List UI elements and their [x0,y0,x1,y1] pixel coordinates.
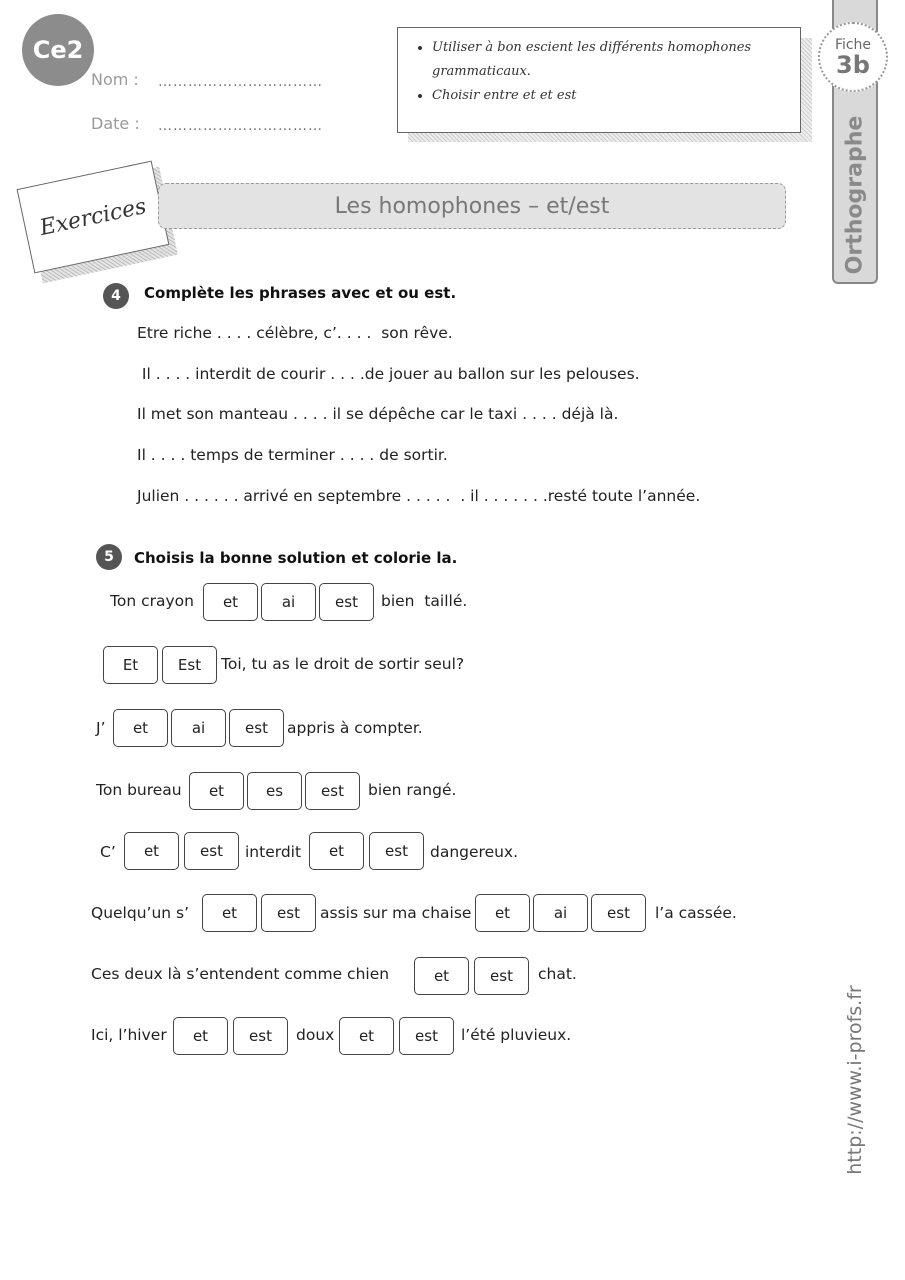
choice-box[interactable]: est [319,583,374,621]
choice-box[interactable]: et [475,894,530,932]
choice-box[interactable]: est [261,894,316,932]
choice-box[interactable]: es [247,772,302,810]
choice-box[interactable]: ai [261,583,316,621]
sentence-text: l’a cassée. [655,904,737,922]
sentence-text: Ton bureau [96,781,182,799]
choice-box[interactable]: ai [533,894,588,932]
choice-box[interactable]: est [399,1017,454,1055]
level-badge: Ce2 [22,14,94,86]
sentence-text: assis sur ma chaise [320,904,472,922]
choice-box[interactable]: est [369,832,424,870]
sentence-text: Toi, tu as le droit de sortir seul? [221,655,465,673]
choice-box[interactable]: et [339,1017,394,1055]
choice-box[interactable]: et [309,832,364,870]
choice-box[interactable]: est [233,1017,288,1055]
choice-box[interactable]: est [474,957,529,995]
objective-item: • Utiliser à bon escient les différents homophones grammaticaux. [432,36,800,84]
exercise-sentence: Il . . . . interdit de courir . . . .de jouer au ballon sur les pelouses. [137,365,640,383]
objectives-box [397,27,801,133]
nom-field[interactable]: …………………………… [158,74,323,90]
sentence-text: doux [296,1026,335,1044]
sentence-text: dangereux. [430,843,519,861]
date-label: Date : [91,114,140,133]
exercise-sentence: Julien . . . . . . arrivé en septembre . . . . . . il . . . . . . .resté toute l’année. [137,487,701,505]
fiche-label: Fiche [834,37,872,53]
exercise-sentence: Etre riche . . . . célèbre, c’. . . . son rêve. [137,324,453,342]
choice-box[interactable]: et [203,583,258,621]
choice-box[interactable]: et [189,772,244,810]
choice-box[interactable]: est [229,709,284,747]
choice-box[interactable]: Est [162,646,217,684]
exercise-instruction: Complète les phrases avec et ou est. [144,284,457,302]
sentence-text: l’été pluvieux. [461,1026,572,1044]
subject-label: Orthographe [842,115,868,275]
sentence-text: interdit [245,843,302,861]
choice-box[interactable]: est [184,832,239,870]
choice-box[interactable]: est [591,894,646,932]
choice-box[interactable]: et [414,957,469,995]
fiche-badge [818,22,888,92]
choice-box[interactable]: Et [103,646,158,684]
nom-label: Nom : [91,70,139,89]
exercise-sentence: Il met son manteau . . . . il se dépêche car le taxi . . . . déjà là. [137,405,619,423]
choice-box[interactable]: et [113,709,168,747]
exercise-card-label: Exercices [37,193,149,241]
choice-box[interactable]: et [124,832,179,870]
sentence-text: bien taillé. [381,592,468,610]
choice-box[interactable]: ai [171,709,226,747]
exercise-sentence: Il . . . . temps de terminer . . . . de sortir. [137,446,448,464]
sentence-text: bien rangé. [368,781,457,799]
choice-box[interactable]: et [173,1017,228,1055]
sentence-text: Ici, l’hiver [91,1026,167,1044]
sentence-text: Ces deux là s’entendent comme chien [91,965,390,983]
exercise-number-badge: 5 [96,544,122,570]
sentence-text: C’ [100,843,116,861]
choice-box[interactable]: est [305,772,360,810]
sentence-text: Quelqu’un s’ [91,904,190,922]
exercise-instruction: Choisis la bonne solution et colorie la. [134,549,458,567]
sentence-text: appris à compter. [287,719,423,737]
choice-box[interactable]: et [202,894,257,932]
site-url[interactable]: http://www.i-profs.fr [844,985,866,1175]
page-title: Les homophones – et/est [158,183,786,229]
exercise-number-badge: 4 [103,283,129,309]
sentence-text: chat. [538,965,577,983]
objective-item: • Choisir entre et et est [432,84,800,108]
sentence-text: Ton crayon [110,592,194,610]
date-field[interactable]: …………………………… [158,118,323,134]
sentence-text: J’ [96,719,106,737]
fiche-number: 3b [836,51,870,79]
